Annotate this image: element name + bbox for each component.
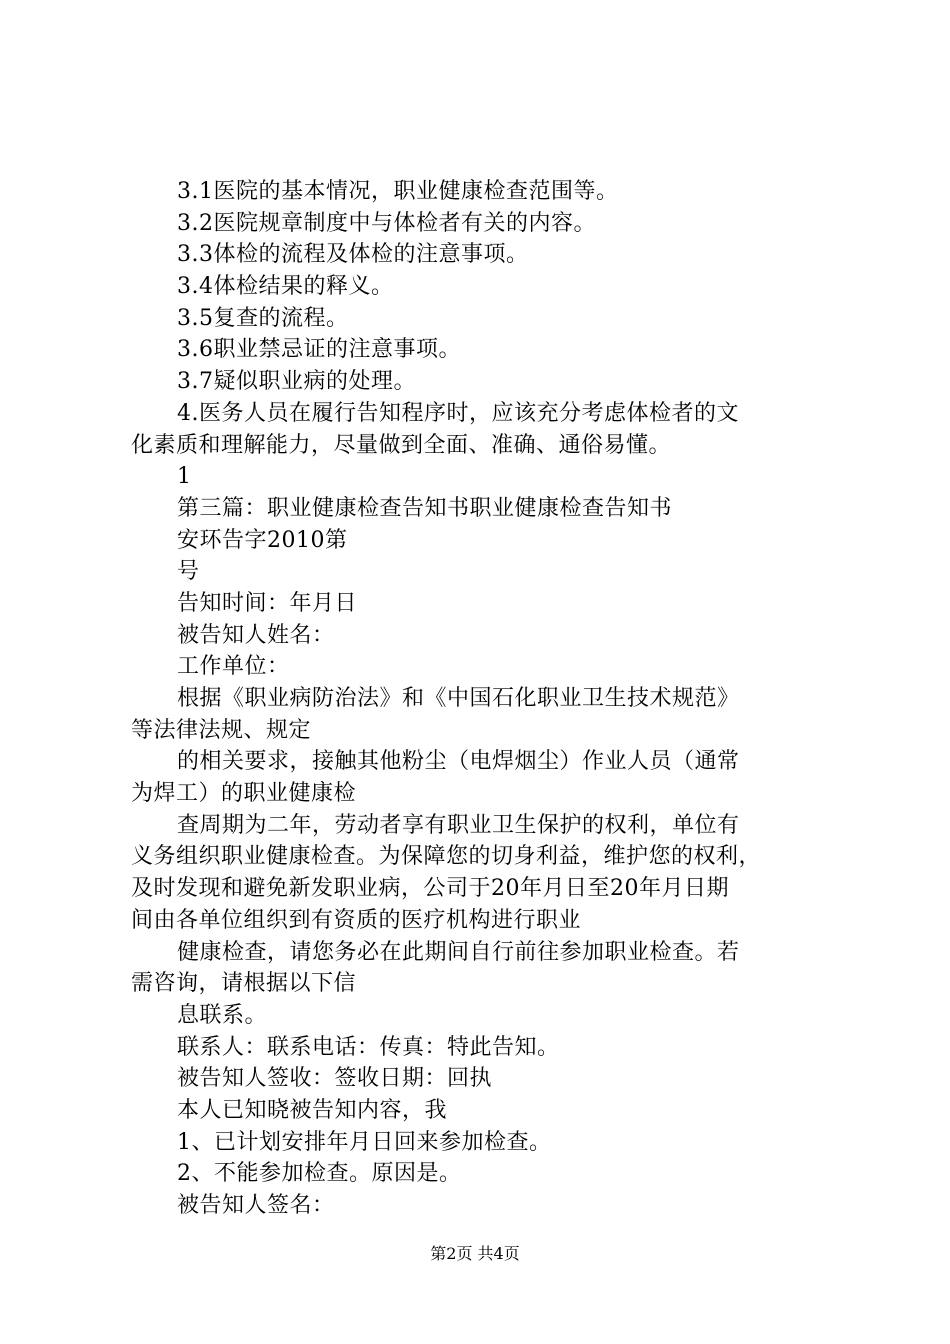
document-body	[131, 176, 831, 1222]
text-line: 被告知人签收：签收日期：回执	[177, 1066, 493, 1092]
text-line: 被告知人姓名：	[177, 622, 335, 648]
text-line: 告知时间：年月日	[177, 590, 358, 616]
text-line: 第三篇：职业健康检查告知书职业健康检查告知书	[177, 495, 673, 521]
text-line: 化素质和理解能力，尽量做到全面、准确、通俗易懂。	[131, 432, 672, 458]
text-line: 2、不能参加检查。原因是。	[177, 1161, 462, 1187]
text-line: 3.6职业禁忌证的注意事项。	[177, 337, 461, 363]
text-line: 的相关要求，接触其他粉尘（电焊烟尘）作业人员（通常	[177, 749, 740, 775]
text-line: 3.4体检结果的释义。	[177, 274, 394, 300]
text-line: 根据《职业病防治法》和《中国石化职业卫生技术规范》	[177, 686, 740, 711]
text-line: 号	[177, 559, 200, 585]
text-line: 本人已知晓被告知内容，我	[177, 1097, 448, 1123]
text-line: 1	[177, 464, 192, 490]
text-line: 息联系。	[177, 1002, 268, 1028]
text-line: 4.医务人员在履行告知程序时，应该充分考虑体检者的文	[177, 400, 739, 426]
text-line: 3.5复查的流程。	[177, 305, 349, 331]
text-line: 3.2医院规章制度中与体检者有关的内容。	[177, 210, 596, 236]
text-line: 3.1医院的基本情况，职业健康检查范围等。	[177, 179, 619, 204]
text-line: 3.7疑似职业病的处理。	[177, 369, 416, 395]
text-line: 需咨询，请根据以下信	[131, 971, 357, 997]
page-footer: 第2页 共4页	[430, 1244, 520, 1263]
text-line: 安环告字2010第	[177, 527, 348, 553]
text-line: 1、已计划安排年月日回来参加检查。	[177, 1129, 552, 1155]
text-line: 3.3体检的流程及体检的注意事项。	[177, 242, 529, 268]
text-line: 及时发现和避免新发职业病，公司于20年月日至20年月日期	[131, 876, 729, 902]
text-line: 为焊工）的职业健康检	[131, 781, 357, 807]
text-line: 义务组织职业健康检查。为保障您的切身利益，维护您的权利，	[131, 844, 762, 870]
text-line: 健康检查，请您务必在此期间自行前往参加职业检查。若	[177, 939, 740, 965]
text-line: 工作单位：	[177, 654, 290, 680]
text-line: 被告知人签名：	[177, 1193, 335, 1218]
text-line: 间由各单位组织到有资质的医疗机构进行职业	[131, 907, 582, 933]
text-line: 联系人：联系电话：传真：特此告知。	[177, 1034, 560, 1060]
text-line: 查周期为二年，劳动者享有职业卫生保护的权利，单位有	[177, 812, 740, 838]
text-line: 等法律法规、规定	[131, 717, 312, 743]
